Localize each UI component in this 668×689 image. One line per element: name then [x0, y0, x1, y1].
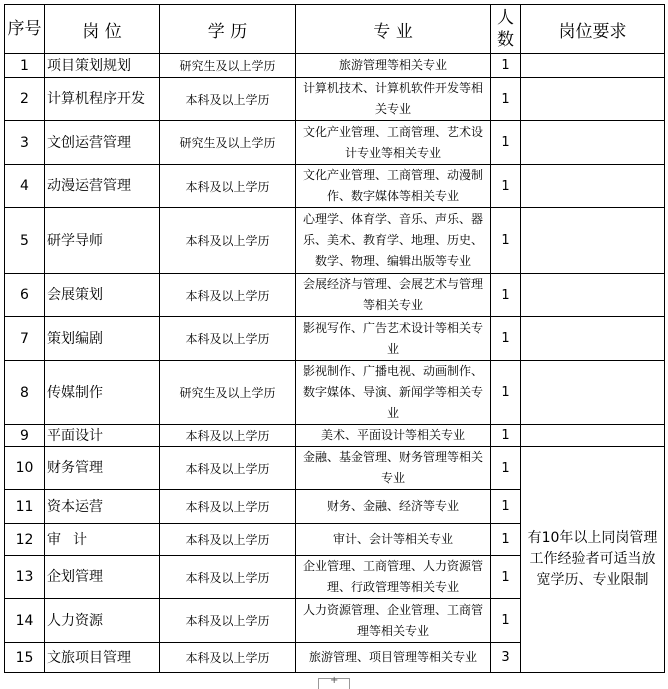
row-count: 1 — [491, 425, 521, 447]
row-index: 14 — [5, 599, 45, 643]
row-position: 审计 — [45, 524, 160, 556]
row-education: 研究生及以上学历 — [160, 121, 296, 165]
row-position: 会展策划 — [45, 274, 160, 317]
row-count: 1 — [491, 556, 521, 599]
row-requirement-empty — [521, 361, 665, 425]
row-index: 6 — [5, 274, 45, 317]
row-major: 企业管理、工商管理、人力资源管理、行政管理等相关专业 — [296, 556, 491, 599]
row-count: 1 — [491, 54, 521, 78]
row-education: 研究生及以上学历 — [160, 361, 296, 425]
row-requirement-empty — [521, 425, 665, 447]
table-row — [5, 274, 665, 317]
row-index: 9 — [5, 425, 45, 447]
row-education: 本科及以上学历 — [160, 556, 296, 599]
table-row — [5, 54, 665, 78]
row-index: 11 — [5, 490, 45, 524]
header-position: 岗 位 — [45, 5, 160, 54]
row-position: 传媒制作 — [45, 361, 160, 425]
row-index: 10 — [5, 447, 45, 490]
row-count: 1 — [491, 121, 521, 165]
header-row — [5, 5, 665, 54]
row-position: 文创运营管理 — [45, 121, 160, 165]
table-row — [5, 165, 665, 208]
row-education: 本科及以上学历 — [160, 524, 296, 556]
row-position: 策划编剧 — [45, 317, 160, 361]
table-row — [5, 78, 665, 121]
row-count: 1 — [491, 447, 521, 490]
row-major: 审计、会计等相关专业 — [296, 524, 491, 556]
row-major: 美术、平面设计等相关专业 — [296, 425, 491, 447]
table-row — [5, 447, 665, 490]
row-major: 计算机技术、计算机软件开发等相关专业 — [296, 78, 491, 121]
recruitment-table — [4, 4, 665, 673]
row-position: 文旅项目管理 — [45, 643, 160, 673]
row-position: 企划管理 — [45, 556, 160, 599]
row-education: 研究生及以上学历 — [160, 54, 296, 78]
row-major: 心理学、体育学、音乐、声乐、器乐、美术、教育学、地理、历史、数学、物理、编辑出版等专业 — [296, 208, 491, 274]
row-requirement-empty — [521, 54, 665, 78]
row-index: 5 — [5, 208, 45, 274]
row-count: 3 — [491, 643, 521, 673]
row-index: 12 — [5, 524, 45, 556]
row-education: 本科及以上学历 — [160, 165, 296, 208]
table-row — [5, 121, 665, 165]
row-count: 1 — [491, 524, 521, 556]
row-requirement-empty — [521, 165, 665, 208]
row-count: 1 — [491, 317, 521, 361]
row-major: 金融、基金管理、财务管理等相关专业 — [296, 447, 491, 490]
table-row — [5, 317, 665, 361]
row-education: 本科及以上学历 — [160, 490, 296, 524]
row-major: 旅游管理、项目管理等相关专业 — [296, 643, 491, 673]
row-major: 影视写作、广告艺术设计等相关专业 — [296, 317, 491, 361]
row-major: 文化产业管理、工商管理、艺术设计专业等相关专业 — [296, 121, 491, 165]
header-index: 序号 — [5, 5, 45, 54]
row-requirement-empty — [521, 317, 665, 361]
row-major: 影视制作、广播电视、动画制作、数字媒体、导演、新闻学等相关专业 — [296, 361, 491, 425]
header-education: 学 历 — [160, 5, 296, 54]
table-row — [5, 361, 665, 425]
row-position: 人力资源 — [45, 599, 160, 643]
row-position: 财务管理 — [45, 447, 160, 490]
row-count: 1 — [491, 274, 521, 317]
row-education: 本科及以上学历 — [160, 78, 296, 121]
header-major: 专 业 — [296, 5, 491, 54]
header-requirement: 岗位要求 — [521, 5, 665, 54]
row-count: 1 — [491, 361, 521, 425]
row-requirement-empty — [521, 78, 665, 121]
row-index: 8 — [5, 361, 45, 425]
row-education: 本科及以上学历 — [160, 274, 296, 317]
row-count: 1 — [491, 165, 521, 208]
row-requirement-empty — [521, 208, 665, 274]
row-position: 资本运营 — [45, 490, 160, 524]
row-index: 2 — [5, 78, 45, 121]
row-major: 会展经济与管理、会展艺术与管理等相关专业 — [296, 274, 491, 317]
row-index: 4 — [5, 165, 45, 208]
row-major: 旅游管理等相关专业 — [296, 54, 491, 78]
row-major: 人力资源管理、企业管理、工商管理等相关专业 — [296, 599, 491, 643]
row-index: 3 — [5, 121, 45, 165]
row-education: 本科及以上学历 — [160, 208, 296, 274]
row-education: 本科及以上学历 — [160, 425, 296, 447]
row-count: 1 — [491, 208, 521, 274]
row-index: 7 — [5, 317, 45, 361]
row-count: 1 — [491, 78, 521, 121]
row-position: 平面设计 — [45, 425, 160, 447]
row-position: 研学导师 — [45, 208, 160, 274]
row-requirement-empty — [521, 121, 665, 165]
plus-icon: + — [330, 675, 339, 686]
table-row — [5, 425, 665, 447]
row-index: 15 — [5, 643, 45, 673]
row-education: 本科及以上学历 — [160, 643, 296, 673]
row-major: 文化产业管理、工商管理、动漫制作、数字媒体等相关专业 — [296, 165, 491, 208]
row-index: 1 — [5, 54, 45, 78]
requirement-note: 有10年以上同岗管理工作经验者可适当放宽学历、专业限制 — [521, 447, 665, 673]
row-position: 计算机程序开发 — [45, 78, 160, 121]
row-position: 动漫运营管理 — [45, 165, 160, 208]
header-count: 人数 — [491, 5, 521, 54]
row-education: 本科及以上学历 — [160, 599, 296, 643]
row-count: 1 — [491, 490, 521, 524]
row-count: 1 — [491, 599, 521, 643]
row-position: 项目策划规划 — [45, 54, 160, 78]
row-education: 本科及以上学历 — [160, 317, 296, 361]
row-major: 财务、金融、经济等专业 — [296, 490, 491, 524]
row-index: 13 — [5, 556, 45, 599]
table-row — [5, 208, 665, 274]
row-education: 本科及以上学历 — [160, 447, 296, 490]
row-requirement-empty — [521, 274, 665, 317]
